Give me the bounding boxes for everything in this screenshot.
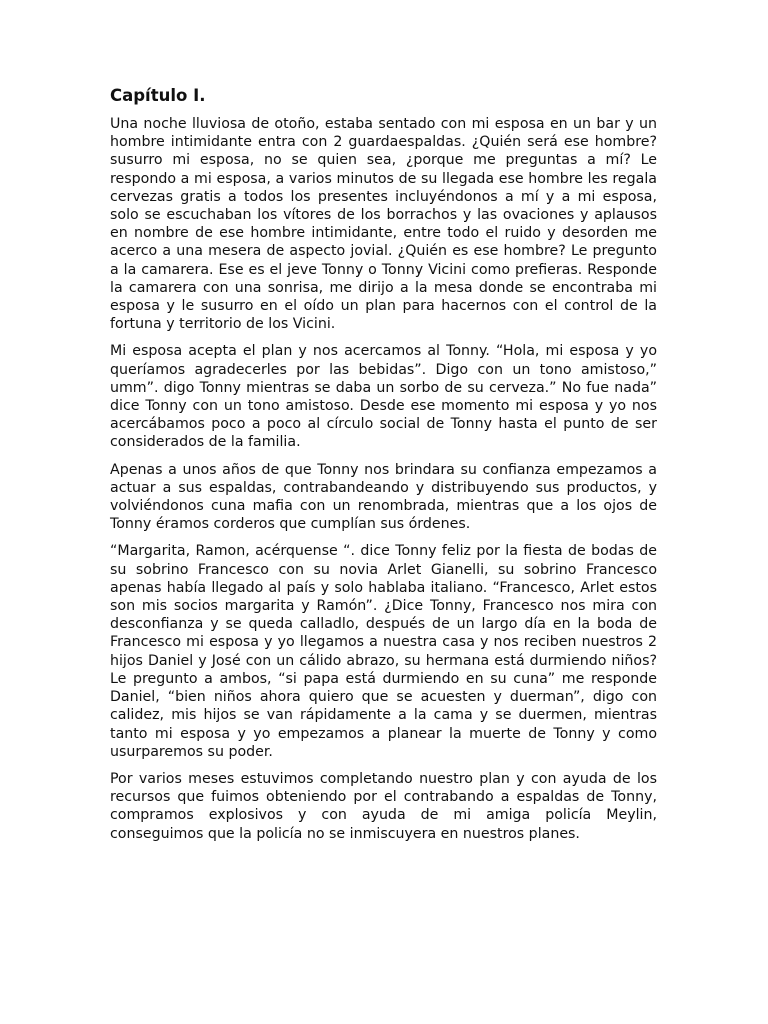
chapter-title: Capítulo I. bbox=[110, 86, 206, 105]
paragraph-3: Apenas a unos años de que Tonny nos brindara su confianza empezamos a actuar a sus espaldas, contrabandeando y distribuyendo sus productos, y volviéndonos cuna mafia con un renombrada, mientras que a los ojos de Tonny éramos corderos que cumplían sus órdenes. bbox=[110, 461, 657, 533]
paragraph-2: Mi esposa acepta el plan y nos acercamos al Tonny. “Hola, mi esposa y yo queríamos agradecerles por las bebidas”. Digo con un tono amistoso,” umm”. digo Tonny mientras se daba un sorbo de su cerveza.” No fue nada” dice Tonny con un tono amistoso. Desde ese momento mi esposa y yo nos acercábamos poco a poco al círculo social de Tonny hasta el punto de ser considerados de la familia. bbox=[110, 343, 657, 451]
paragraph-4: “Margarita, Ramon, acérquense “. dice Tonny feliz por la fiesta de bodas de su sobrino Francesco con su novia Arlet Gianelli, su sobrino Francesco apenas había llegado al país y solo hablaba italiano. “Francesco, Arlet estos son mis socios margarita y Ramón”. ¿Dice Tonny, Francesco nos mira con desconfianza y se queda calladlo, después de un largo día en la boda de Francesco mi esposa y yo llegamos a nuestra casa y nos reciben nuestros 2 hijos Daniel y José con un cálido abrazo, su hermana está durmiendo niños? Le pregunto a ambos, “si papa está durmiendo en su cuna” me responde Daniel, “bien niños ahora quiero que se acuesten y duerman”, digo con calidez, mis hijos se van rápidamente a la cama y se duermen, mientras tanto mi esposa y yo empezamos a planear la muerte de Tonny y como usurparemos su poder. bbox=[110, 543, 657, 760]
paragraph-5: Por varios meses estuvimos completando nuestro plan y con ayuda de los recursos que fuimos obteniendo por el contrabando a espaldas de Tonny, compramos explosivos y con ayuda de mi amiga policía Meylin, conseguimos que la policía no se inmiscuyera en nuestros planes. bbox=[110, 770, 657, 842]
paragraph-1: Una noche lluviosa de otoño, estaba sentado con mi esposa en un bar y un hombre intimidante entra con 2 guardaespaldas. ¿Quién será ese hombre? susurro mi esposa, no se quien sea, ¿porque me preguntas a mí? Le respondo a mi esposa, a varios minutos de su llegada ese hombre les regala cervezas gratis a todos los presentes incluyéndonos a mí y a mi esposa, solo se escuchaban los vítores de los borrachos y las ovaciones y aplausos en nombre de ese hombre intimidante, entre todo el ruido y desorden me acerco a una mesera de aspecto jovial. ¿Quién es ese hombre? Le pregunto a la camarera. Ese es el jeve Tonny o Tonny Vicini como prefieras. Responde la camarera con una sonrisa, me dirijo a la mesa donde se encontraba mi esposa y le susurro en el oído un plan para hacernos con el control de la fortuna y territorio de los Vicini. bbox=[110, 116, 657, 333]
document-page bbox=[110, 86, 657, 852]
